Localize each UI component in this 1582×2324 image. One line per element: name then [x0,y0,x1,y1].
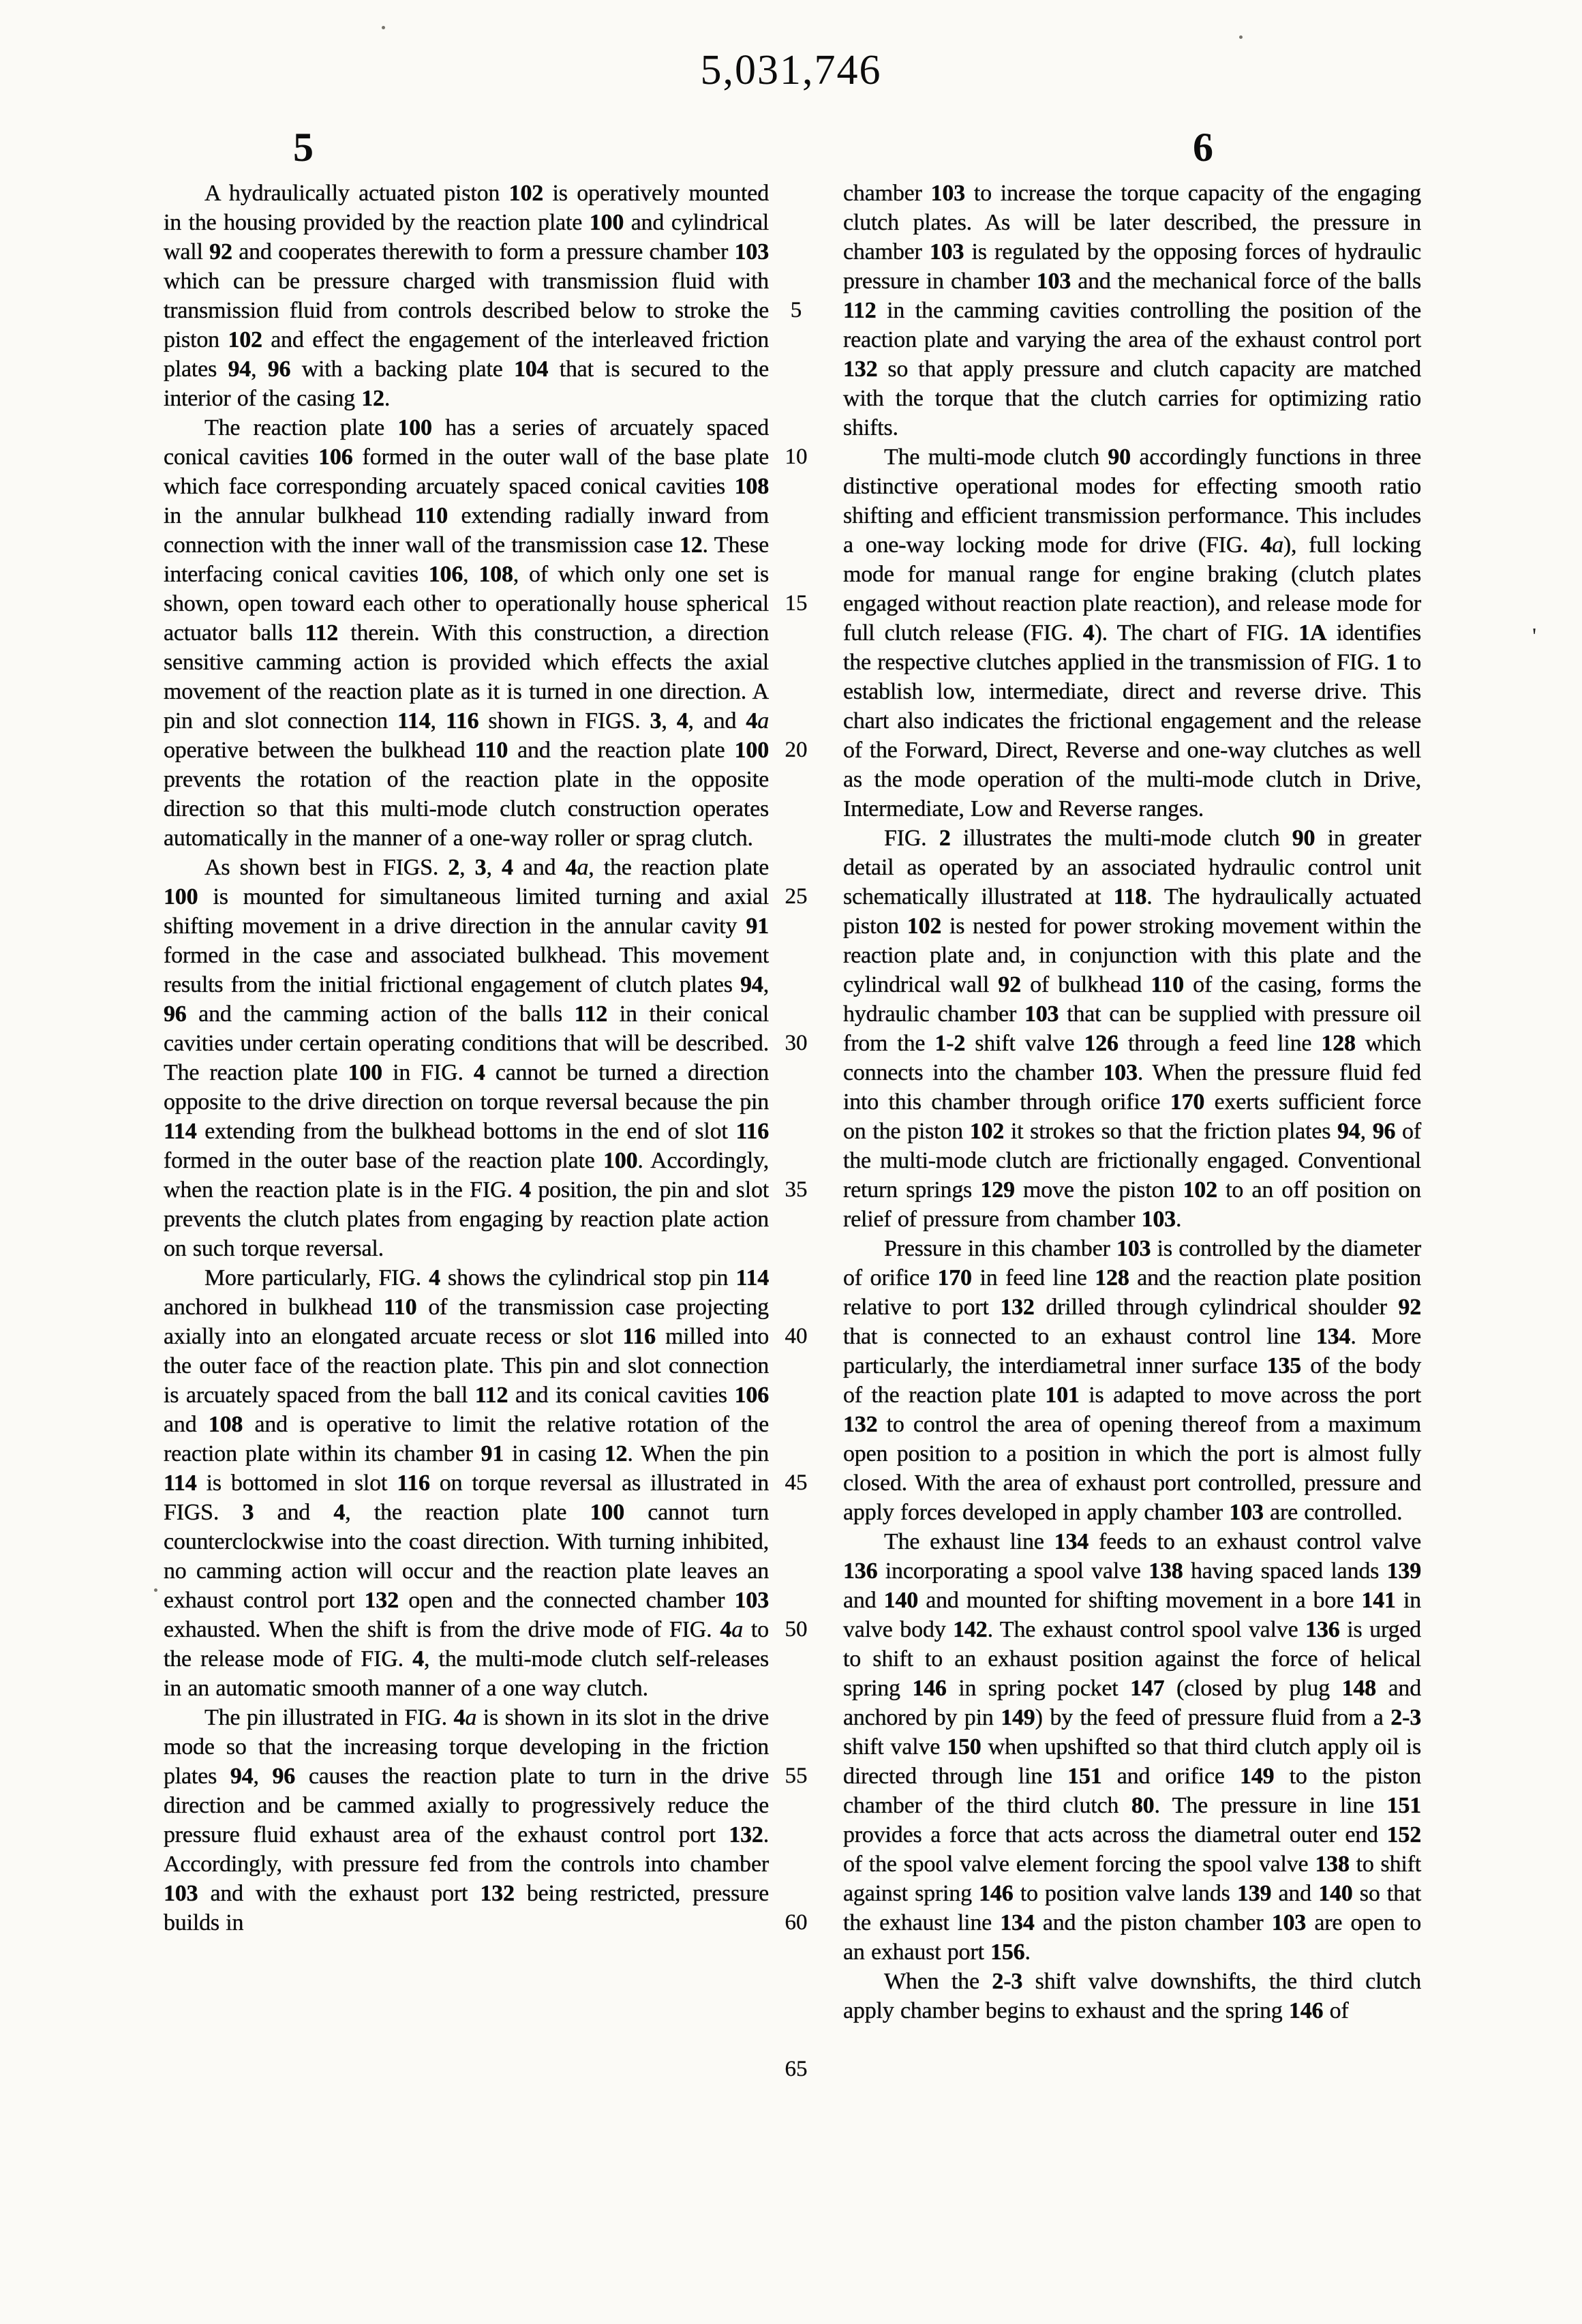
column-6-text [843,179,1421,2025]
line-number: 15 [785,591,808,616]
line-number: 55 [785,1764,808,1788]
scan-speck [1239,35,1243,39]
line-number: 25 [785,884,808,909]
line-number: 65 [785,2057,808,2081]
line-number: 35 [785,1177,808,1202]
line-number: 30 [785,1031,808,1055]
paragraph: The pin illustrated in FIG. 4a is shown in its slot in the drive mode so that the increasing torque developing in the friction plates 94, 96 causes the reaction plate to turn in the drive direction and be cammed axially to progressively reduce the pressure fluid exhaust area of the exhaust control port 132. Accordingly, with pressure fed from the controls into chamber 103 and with the exhaust port 132 being restricted, pressure builds in [164,1705,770,1935]
line-number: 60 [785,1910,808,1935]
paragraph: FIG. 2 illustrates the multi-mode clutch 90 in greater detail as operated by an associated hydraulic control unit schematically illustrated at 118. The hydraulically actuated piston 102 is nested for power stroking movement within the reaction plate and, in conjunction with this plate and the cylindrical wall 92 of bulkhead 110 of the casing, forms the hydraulic chamber 103 that can be supplied with pressure oil from the 1-2 shift valve 126 through a feed line 128 which connects into the chamber 103. When the pressure fluid fed into this chamber through orifice 170 exerts sufficient force on the piston 102 it strokes so that the friction plates 94, 96 of the multi-mode clutch are frictionally engaged. Conventional return springs 129 move the piston 102 to an off position on relief of pressure from chamber 103. [843,826,1421,1232]
line-number: 5 [790,298,802,322]
paragraph: As shown best in FIGS. 2, 3, 4 and 4a, the reaction plate 100 is mounted for simultaneous limited turning and axial shifting movement in a drive direction in the annular cavity 91 formed in the case and associated bulkhead. This movement results from the initial frictional engagement of clutch plates 94, 96 and the camming action of the balls 112 in their conical cavities under certain operating conditions that will be described. The reaction plate 100 in FIG. 4 cannot be turned a direction opposite to the drive direction on torque reversal because the pin 114 extending from the bulkhead bottoms in the end of slot 116 formed in the outer base of the reaction plate 100. Accordingly, when the reaction plate is in the FIG. 4 position, the pin and slot prevents the clutch plates from engaging by reaction plate action on such torque reversal. [164,855,770,1261]
column-number-right: 6 [1193,125,1213,170]
scan-speck [382,26,385,29]
paragraph: The multi-mode clutch 90 accordingly functions in three distinctive operational modes for effecting smooth ratio shifting and efficient transmission performance. This includes a one-way locking mode for drive (FIG. 4a), full locking mode for manual range for engine braking (clutch plates engaged without reaction plate reaction), and release mode for full clutch release (FIG. 4). The chart of FIG. 1A identifies the respective clutches applied in the transmission of FIG. 1 to establish low, intermediate, direct and reverse drive. This chart also indicates the frictional engagement and the release of the Forward, Direct, Reverse and one-way clutches as well as the mode operation of the multi-mode clutch in Drive, Intermediate, Low and Reverse ranges. [843,444,1421,821]
scan-artifact-mark: ' [1532,624,1537,649]
paragraph: Pressure in this chamber 103 is controlled by the diameter of orifice 170 in feed line 128 and the reaction plate position relative to port 132 drilled through cylindrical shoulder 92 that is connected to an exhaust control line 134. More particularly, the interdiametral inner surface 135 of the body of the reaction plate 101 is adapted to move across the port 132 to control the area of opening thereof from a maximum open position to a position in which the port is almost fully closed. With the area of exhaust port controlled, pressure and apply forces developed in apply chamber 103 are controlled. [843,1236,1421,1525]
line-number: 40 [785,1324,808,1348]
paragraph: The reaction plate 100 has a series of arcuately spaced conical cavities 106 formed in the outer wall of the base plate which face corresponding arcuately spaced conical cavities 108 in the annular bulkhead 110 extending radially inward from connection with the inner wall of the transmission case 12. These interfacing conical cavities 106, 108, of which only one set is shown, open toward each other to operationally house spherical actuator balls 112 therein. With this construction, a direction sensitive camming action is provided which effects the axial movement of the reaction plate as it is turned in one direction. A pin and slot connection 114, 116 shown in FIGS. 3, 4, and 4a operative between the bulkhead 110 and the reaction plate 100 prevents the rotation of the reaction plate in the opposite direction so that this multi-mode clutch construction operates automatically in the manner of a one-way roller or sprag clutch. [164,415,770,851]
column-5-text [164,179,769,1937]
paragraph: More particularly, FIG. 4 shows the cylindrical stop pin 114 anchored in bulkhead 110 of the transmission case projecting axially into an elongated arcuate recess or slot 116 milled into the outer face of the reaction plate. This pin and slot connection is arcuately spaced from the ball 112 and its conical cavities 106 and 108 and is operative to limit the relative rotation of the reaction plate within its chamber 91 in casing 12. When the pin 114 is bottomed in slot 116 on torque reversal as illustrated in FIGS. 3 and 4, the reaction plate 100 cannot turn counterclockwise into the coast direction. With turning inhibited, no camming action will occur and the reaction plate leaves an exhaust control port 132 open and the connected chamber 103 exhausted. When the shift is from the drive mode of FIG. 4a to the release mode of FIG. 4, the multi-mode clutch self-releases in an automatic smooth manner of a one way clutch. [164,1265,770,1701]
patent-number: 5,031,746 [700,47,882,93]
column-number-left: 5 [293,125,314,170]
paragraph: chamber 103 to increase the torque capacity of the engaging clutch plates. As will be later described, the pressure in chamber 103 is regulated by the opposing forces of hydraulic pressure in chamber 103 and the mechanical force of the balls 112 in the camming cavities controlling the position of the reaction plate and varying the area of the exhaust control port 132 so that apply pressure and clutch capacity are matched with the torque that the clutch carries for optimizing ratio shifts. [843,181,1421,440]
paragraph: When the 2-3 shift valve downshifts, the third clutch apply chamber begins to exhaust and the spring 146 of [843,1969,1422,2023]
line-number: 10 [785,444,808,469]
paragraph: A hydraulically actuated piston 102 is operatively mounted in the housing provided by the reaction plate 100 and cylindrical wall 92 and cooperates therewith to form a pressure chamber 103 which can be pressure charged with transmission fluid with transmission fluid from controls described below to stroke the piston 102 and effect the engagement of the interleaved friction plates 94, 96 with a backing plate 104 that is secured to the interior of the casing 12. [164,181,769,411]
line-number: 45 [785,1470,808,1495]
line-number: 20 [785,738,808,762]
paragraph: The exhaust line 134 feeds to an exhaust control valve 136 incorporating a spool valve 138 having spaced lands 139 and 140 and mounted for shifting movement in a bore 141 in valve body 142. The exhaust control spool valve 136 is urged to shift to an exhaust position against the force of helical spring 146 in spring pocket 147 (closed by plug 148 and anchored by pin 149) by the feed of pressure fluid from a 2-3 shift valve 150 when upshifted so that third clutch apply oil is directed through line 151 and orifice 149 to the piston chamber of the third clutch 80. The pressure in line 151 provides a force that acts across the diametral outer end 152 of the spool valve element forcing the spool valve 138 to shift against spring 146 to position valve lands 139 and 140 so that the exhaust line 134 and the piston chamber 103 are open to an exhaust port 156. [843,1529,1422,1965]
line-number: 50 [785,1617,808,1642]
scan-speck [154,1588,157,1592]
